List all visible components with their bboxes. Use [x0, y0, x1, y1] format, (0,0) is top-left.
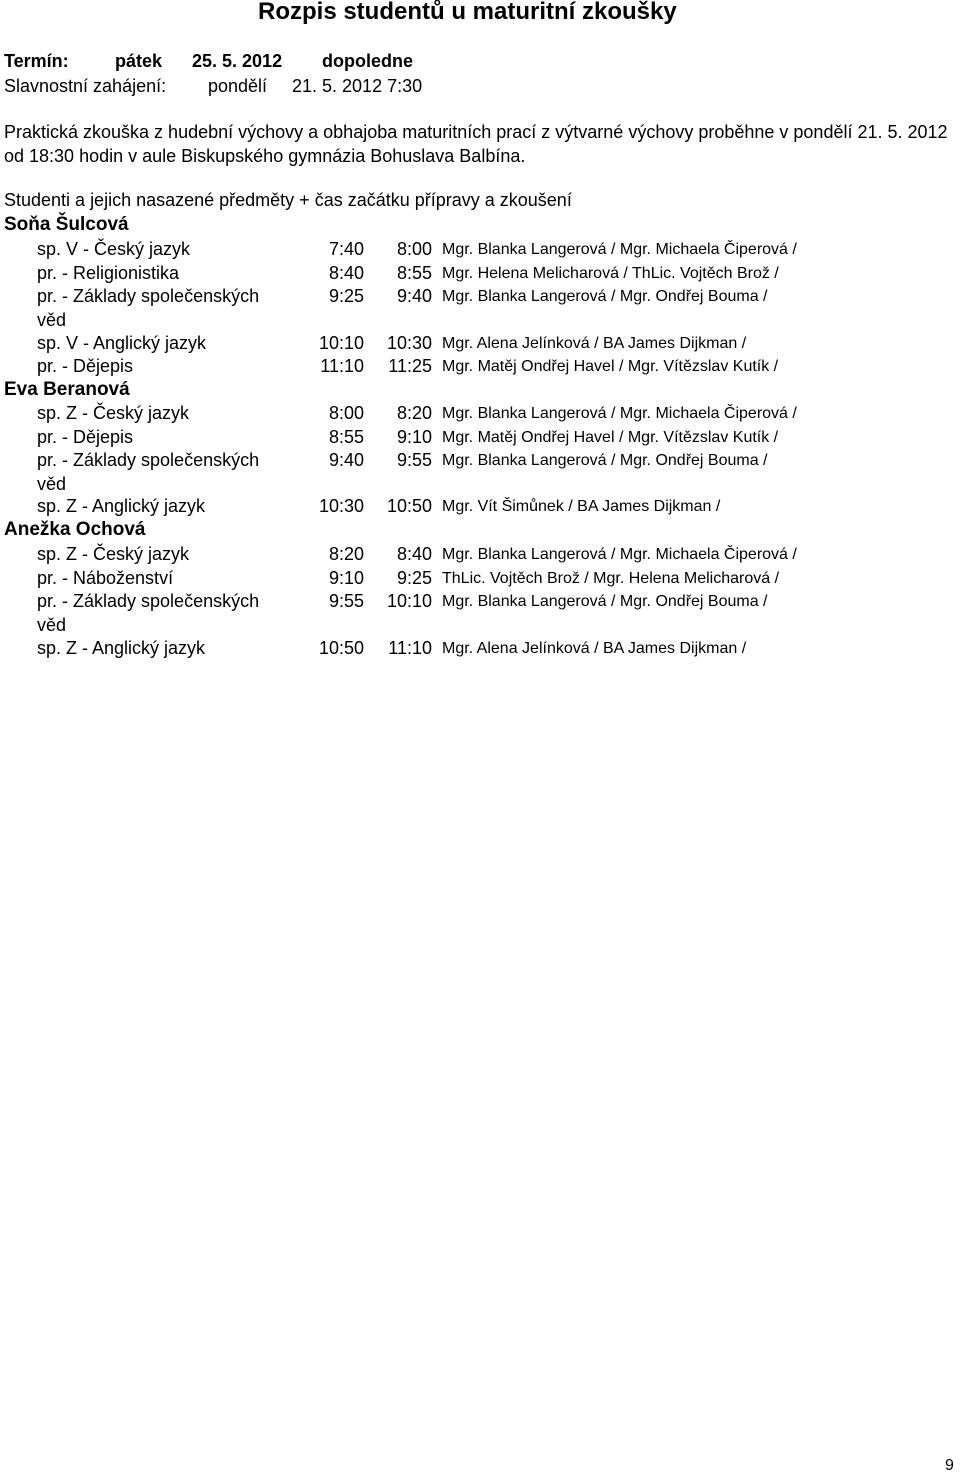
schedule-row — [0, 263, 960, 285]
exam-time: 9:10 — [396, 427, 432, 447]
examiners: Mgr. Matěj Ondřej Havel / Mgr. Vítězslav Kutík / — [442, 429, 779, 446]
exam-time: 11:25 — [388, 356, 432, 376]
term-day: pátek — [115, 51, 163, 71]
subject-continued: věd — [37, 615, 67, 635]
subject: sp. Z - Anglický jazyk — [37, 496, 206, 516]
term-part: dopoledne — [322, 51, 413, 71]
opening-date: 21. 5. 2012 7:30 — [292, 76, 423, 96]
prep-time: 8:00 — [328, 403, 364, 423]
examiners: Mgr. Alena Jelínková / BA James Dijkman / — [442, 335, 747, 352]
exam-time: 8:40 — [396, 544, 432, 564]
examiners: Mgr. Blanka Langerová / Mgr. Ondřej Bouma / — [442, 593, 768, 610]
prep-time: 10:10 — [318, 333, 364, 353]
term-label: Termín: — [4, 51, 69, 71]
examiners: Mgr. Vít Šimůnek / BA James Dijkman / — [442, 498, 721, 515]
prep-time: 10:50 — [318, 638, 364, 658]
subject: pr. - Základy společenských — [37, 286, 260, 306]
prep-time: 9:55 — [328, 591, 364, 611]
schedule-row — [0, 427, 960, 449]
subject: sp. V - Anglický jazyk — [37, 333, 207, 353]
term-date: 25. 5. 2012 — [192, 51, 283, 71]
schedule-row — [0, 544, 960, 566]
subject: sp. Z - Český jazyk — [37, 544, 190, 564]
examiners: Mgr. Matěj Ondřej Havel / Mgr. Vítězslav Kutík / — [442, 358, 779, 375]
students-intro: Studenti a jejich nasazené předměty + čas začátku přípravy a zkoušení — [4, 190, 572, 210]
subject: pr. - Základy společenských — [37, 591, 260, 611]
exam-time: 10:50 — [386, 496, 432, 516]
student-name: Eva Beranová — [4, 379, 130, 400]
subject: sp. Z - Anglický jazyk — [37, 638, 206, 658]
subject-continued: věd — [37, 310, 67, 330]
student-name: Anežka Ochová — [4, 519, 146, 540]
schedule-row — [0, 239, 960, 261]
examiners: Mgr. Alena Jelínková / BA James Dijkman / — [442, 640, 747, 657]
prep-time: 11:10 — [320, 356, 364, 376]
examiners: Mgr. Helena Melicharová / ThLic. Vojtěch Brož / — [442, 265, 779, 282]
prep-time: 9:40 — [328, 450, 364, 470]
prep-time: 8:40 — [328, 263, 364, 283]
prep-time: 8:20 — [328, 544, 364, 564]
examiners: Mgr. Blanka Langerová / Mgr. Michaela Čiperová / — [442, 241, 797, 258]
practical-exam-note: Praktická zkouška z hudební výchovy a obhajoba maturitních prací z výtvarné výchovy proběhne v pondělí 21. 5. 2012 od 18:30 hodin v aule Biskupského gymnázia Bohuslava Balbína. — [4, 122, 948, 166]
subject: sp. V - Český jazyk — [37, 239, 191, 259]
exam-time: 9:40 — [396, 286, 432, 306]
exam-time: 8:00 — [396, 239, 432, 259]
schedule-row — [0, 591, 960, 635]
examiners: Mgr. Blanka Langerová / Mgr. Michaela Čiperová / — [442, 405, 797, 422]
exam-time: 11:10 — [388, 638, 432, 658]
subject: pr. - Náboženství — [37, 568, 174, 588]
schedule-row — [0, 568, 960, 590]
student-name: Soňa Šulcová — [4, 214, 129, 235]
examiners: Mgr. Blanka Langerová / Mgr. Ondřej Bouma / — [442, 288, 768, 305]
schedule-row — [0, 496, 960, 518]
prep-time: 7:40 — [328, 239, 364, 259]
examiners: ThLic. Vojtěch Brož / Mgr. Helena Melicharová / — [442, 570, 780, 587]
exam-time: 9:25 — [396, 568, 432, 588]
prep-time: 9:25 — [328, 286, 364, 306]
schedule-row — [0, 403, 960, 425]
subject: pr. - Religionistika — [37, 263, 180, 283]
exam-time: 10:30 — [386, 333, 432, 353]
opening-label: Slavnostní zahájení: — [4, 76, 167, 96]
prep-time: 10:30 — [318, 496, 364, 516]
exam-time: 8:20 — [396, 403, 432, 423]
exam-time: 9:55 — [396, 450, 432, 470]
prep-time: 9:10 — [328, 568, 364, 588]
subject: pr. - Dějepis — [37, 356, 134, 376]
schedule-row — [0, 450, 960, 494]
exam-time: 8:55 — [396, 263, 432, 283]
subject: pr. - Základy společenských — [37, 450, 260, 470]
subject: sp. Z - Český jazyk — [37, 403, 190, 423]
schedule-row — [0, 356, 960, 378]
page-number: 9 — [945, 1457, 954, 1474]
prep-time: 8:55 — [328, 427, 364, 447]
exam-time: 10:10 — [386, 591, 432, 611]
examiners: Mgr. Blanka Langerová / Mgr. Michaela Čiperová / — [442, 546, 797, 563]
schedule-row — [0, 638, 960, 660]
examiners: Mgr. Blanka Langerová / Mgr. Ondřej Bouma / — [442, 452, 768, 469]
opening-day: pondělí — [208, 76, 268, 96]
subject-continued: věd — [37, 474, 67, 494]
schedule-row — [0, 333, 960, 355]
subject: pr. - Dějepis — [37, 427, 134, 447]
page-title: Rozpis studentů u maturitní zkoušky — [258, 0, 677, 25]
schedule-row — [0, 286, 960, 330]
